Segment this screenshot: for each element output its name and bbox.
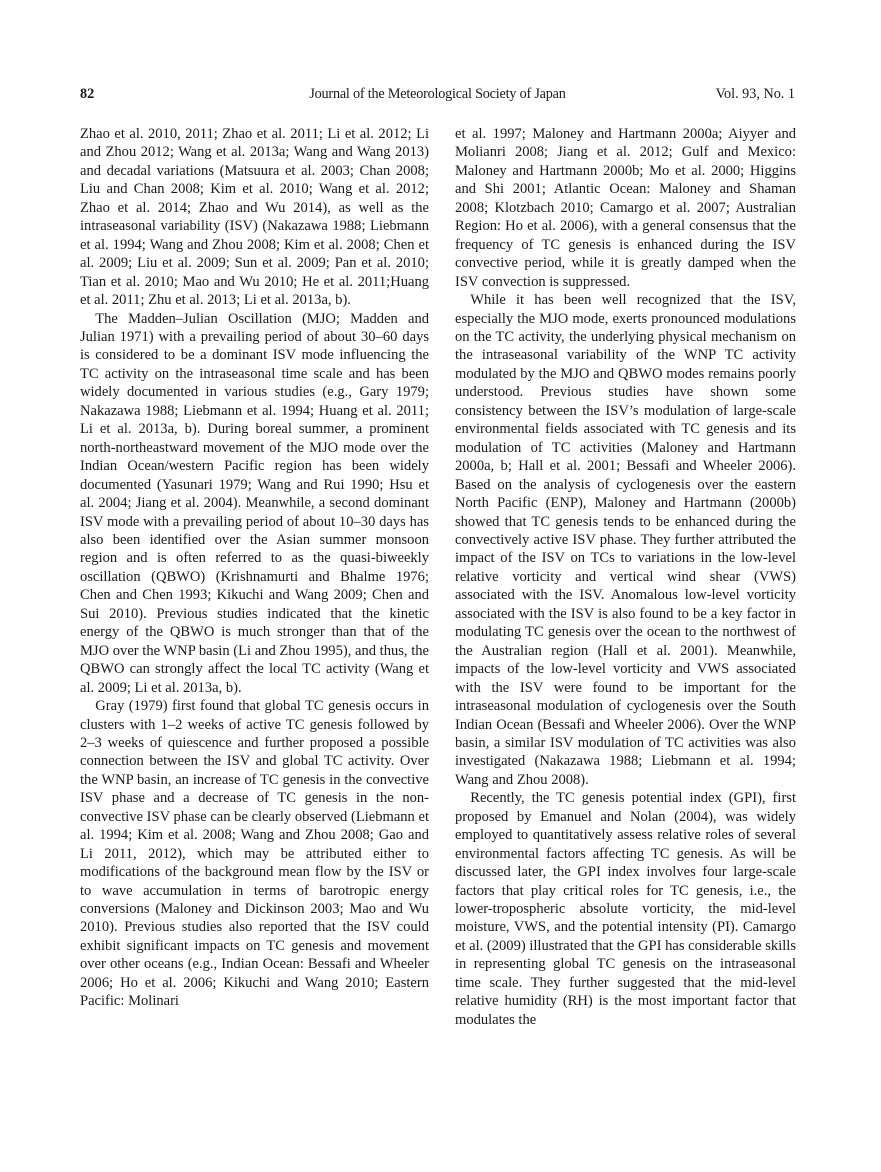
- paragraph: The Madden–Julian Oscillation (MJO; Madden and Julian 1971) with a prevailing period of about 30–60 days is considered to be a dominant ISV mode influencing the TC activity on the intraseasonal time scale and has been widely documented in various studies (e.g., Gary 1979; Nakazawa 1988; Liebmann et al. 1994; Huang et al. 2011; Li et al. 2013a, b). During boreal summer, a prominent north-northeastward movement of the MJO mode over the Indian Ocean/​western Pacific region has been widely documented (Yasunari 1979; Wang and Rui 1990; Hsu et al. 2004; Jiang et al. 2004). Meanwhile, a second dominant ISV mode with a prevailing period of about 10–30 days has also been identified over the Asian summer monsoon region and is often referred to as the quasi-biweekly oscillation (QBWO) (Krishnamurti and Bhalme 1976; Chen and Chen 1993; Kikuchi and Wang 2009; Chen and Sui 2010). Previous studies indicated that the kinetic energy of the QBWO is much stronger than that of the MJO over the WNP basin (Li and Zhou 1995), and thus, the QBWO can strongly affect the local TC activity (Wang et al. 2009; Li et al. 2013a, b).: [80, 310, 429, 696]
- paragraph: et al. 1997; Maloney and Hartmann 2000a; Aiyyer and Molianri 2008; Jiang et al. 2012; Gulf and Mexico: Maloney and Hartmann 2000b; Mo et al. 2000; Higgins and Shi 2001; Atlantic Ocean: Maloney and Shaman 2008; Klotzbach 2010; Camargo et al. 2007; Australian Region: Ho et al. 2006), with a general consensus that the frequency of TC genesis is enhanced during the ISV convective period, while it is greatly damped when the ISV convection is suppressed.: [455, 126, 796, 290]
- running-header: [80, 86, 795, 106]
- page-number: 82: [80, 86, 95, 102]
- paragraph: While it has been well recognized that the ISV, especially the MJO mode, exerts pronounced modulations on the TC activity, the underlying physical mechanism on the intraseasonal variability of the WNP TC activity modulated by the MJO and QBWO modes remains poorly understood. Previous studies have shown some consistency between the ISV’s modulation of large-scale environmental fields associated with TC genesis and its modulation of TC activities (Maloney and Hartmann 2000a, b; Hall et al. 2001; Bessafi and Wheeler 2006). Based on the analysis of cyclogenesis over the eastern North Pacific (ENP), Maloney and Hartmann (2000b) showed that TC genesis tends to be enhanced during the convectively active ISV phase. They further attributed the impact of the ISV on TCs to variations in the low-level relative vorticity and vertical wind shear (VWS) associated with the ISV. Anomalous low-level vorticity associated with the ISV is also found to be a key factor in modulating TC genesis over the ocean to the northwest of the Australian region (Hall et al. 2001). Meanwhile, impacts of the low-level vorticity and VWS associated with the ISV were found to be important for the intraseasonal modulation of cyclogenesis over the South Indian Ocean (Bessafi and Wheeler 2006). Over the WNP basin, a similar ISV modulation of TC activities was also investigated (Nakazawa 1988; Liebmann et al. 1994; Wang and Zhou 2008).: [455, 292, 796, 788]
- right-column: [455, 125, 796, 1029]
- volume-issue: Vol. 93, No. 1: [715, 86, 795, 102]
- paragraph: Gray (1979) first found that global TC genesis occurs in clusters with 1–2 weeks of active TC genesis followed by 2–3 weeks of quiescence and further proposed a possible connection between the ISV and global TC activity. Over the WNP basin, an increase of TC genesis in the convective ISV phase and a decrease of TC genesis in the non-convective ISV phase can be clearly observed (Liebmann et al. 1994; Kim et al. 2008; Wang and Zhou 2008; Gao and Li 2011, 2012), which may be attributed either to modifications of the background mean flow by the ISV or to wave accumulation in terms of barotropic energy conversions (Maloney and Dickinson 2003; Mao and Wu 2010). Previous studies also reported that the ISV could exhibit significant impacts on TC genesis and movement over other oceans (e.g., Indian Ocean: Bessafi and Wheeler 2006; Ho et al. 2006; Kikuchi and Wang 2010; Eastern Pacific: Molinari: [80, 698, 429, 1010]
- paragraph: Recently, the TC genesis potential index (GPI), first proposed by Emanuel and Nolan (2004), was widely employed to quantitatively assess relative roles of several environmental factors affecting TC genesis. As will be discussed later, the GPI index involves four large-scale factors that play critical roles for TC genesis, i.e., the lower-tropospheric absolute vorticity, the mid-level moisture, VWS, and the potential intensity (PI). Camargo et al. (2009) illustrated that the GPI has considerable skills in representing global TC genesis on the intraseasonal time scale. They further suggested that the mid-level relative humidity (RH) is the most important factor that modulates the: [455, 790, 796, 1028]
- journal-title: Journal of the Meteorological Society of Japan: [309, 86, 566, 102]
- left-column: [80, 125, 429, 1011]
- paragraph: Zhao et al. 2010, 2011; Zhao et al. 2011; Li et al. 2012; Li and Zhou 2012; Wang et al. 2013a; Wang and Wang 2013) and decadal variations (Matsuura et al. 2003; Chan 2008; Liu and Chan 2008; Kim et al. 2010; Wang et al. 2012; Zhao et al. 2014; Zhao and Wu 2014), as well as the intraseasonal variability (ISV) (Nakazawa 1988; Liebmann et al. 1994; Wang and Zhou 2008; Kim et al. 2008; Chen et al. 2009; Liu et al. 2009; Sun et al. 2009; Pan et al. 2010; Tian et al. 2010; Mao and Wu 2010; He et al. 2011;Huang et al. 2011; Zhu et al. 2013; Li et al. 2013a, b).: [80, 126, 429, 309]
